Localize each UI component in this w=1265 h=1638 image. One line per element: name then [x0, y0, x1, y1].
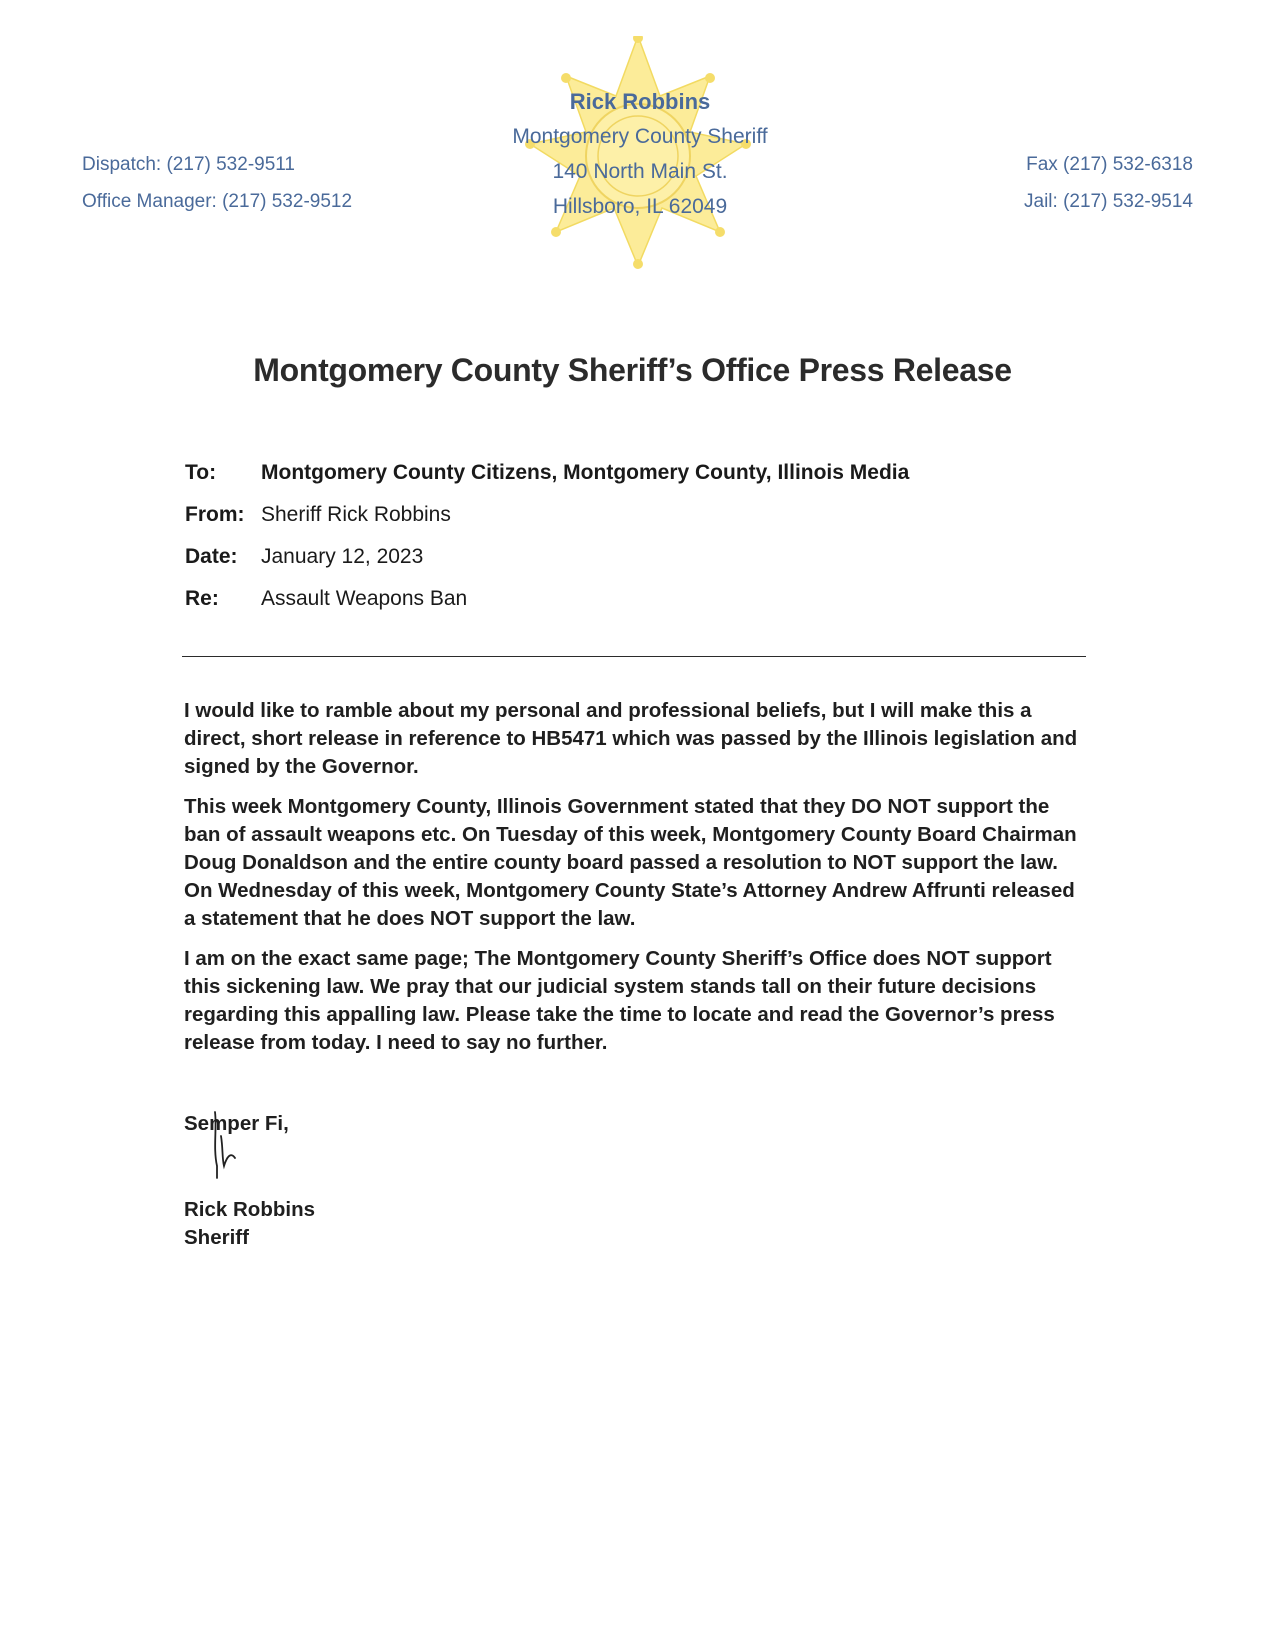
memo-date-label: Date: [185, 545, 238, 568]
page-title: Montgomery County Sheriff’s Office Press Release [253, 352, 1012, 388]
dispatch-phone: Dispatch: (217) 532-9511 [82, 154, 295, 175]
street-address: 140 North Main St. [552, 160, 728, 183]
memo-re-value: Assault Weapons Ban [261, 587, 468, 610]
body-paragraph-1: I would like to ramble about my personal and professional beliefs, but I will make this a direct, short release in reference to HB5471 which was passed by the Illinois legislation and signed by the Governor. [184, 699, 1078, 778]
letterhead-contact-left [82, 146, 352, 220]
signature-icon [205, 1108, 245, 1180]
letterhead-contact-right [1024, 146, 1193, 220]
memo-from-label: From: [185, 503, 245, 526]
divider-line [182, 656, 1086, 657]
sheriff-name: Rick Robbins [569, 89, 711, 114]
signoff: Semper Fi, [184, 1112, 289, 1135]
memo-date-value: January 12, 2023 [261, 545, 424, 568]
office-manager-phone: Office Manager: (217) 532-9512 [82, 191, 353, 212]
signature-block [184, 1196, 315, 1252]
memo-to-row [185, 452, 909, 494]
signer-title: Sheriff [184, 1226, 249, 1249]
letterhead-center [440, 84, 840, 224]
signer-name: Rick Robbins [184, 1198, 315, 1221]
memo-to-label: To: [185, 461, 217, 484]
memo-re-label: Re: [185, 587, 219, 610]
sheriff-office: Montgomery County Sheriff [512, 125, 768, 148]
fax-number: Fax (217) 532-6318 [1026, 154, 1193, 175]
memo-from-row [185, 494, 909, 536]
release-body [184, 697, 1084, 1069]
memo-to-value: Montgomery County Citizens, Montgomery County, Illinois Media [261, 461, 910, 484]
body-paragraph-3: I am on the exact same page; The Montgomery County Sheriff’s Office does NOT support this sickening law. We pray that our judicial system stands tall on their future decisions regarding this appalling law. Please take the time to locate and read the Governor’s press release from today. I need to say no further. [184, 947, 1055, 1054]
jail-phone: Jail: (217) 532-9514 [1024, 191, 1193, 212]
memo-re-row [185, 578, 909, 620]
city-address: Hillsboro, IL 62049 [552, 195, 728, 218]
memo-from-value: Sheriff Rick Robbins [261, 503, 451, 526]
memo-header [185, 452, 909, 620]
memo-date-row [185, 536, 909, 578]
body-paragraph-2: This week Montgomery County, Illinois Government stated that they DO NOT support the ban of assault weapons etc. On Tuesday of this week, Montgomery County Board Chairman Doug Donaldson and the entire county board passed a resolution to NOT support the law. On Wednesday of this week, Montgomery County State’s Attorney Andrew Affrunti released a statement that he does NOT support the law. [184, 795, 1077, 930]
